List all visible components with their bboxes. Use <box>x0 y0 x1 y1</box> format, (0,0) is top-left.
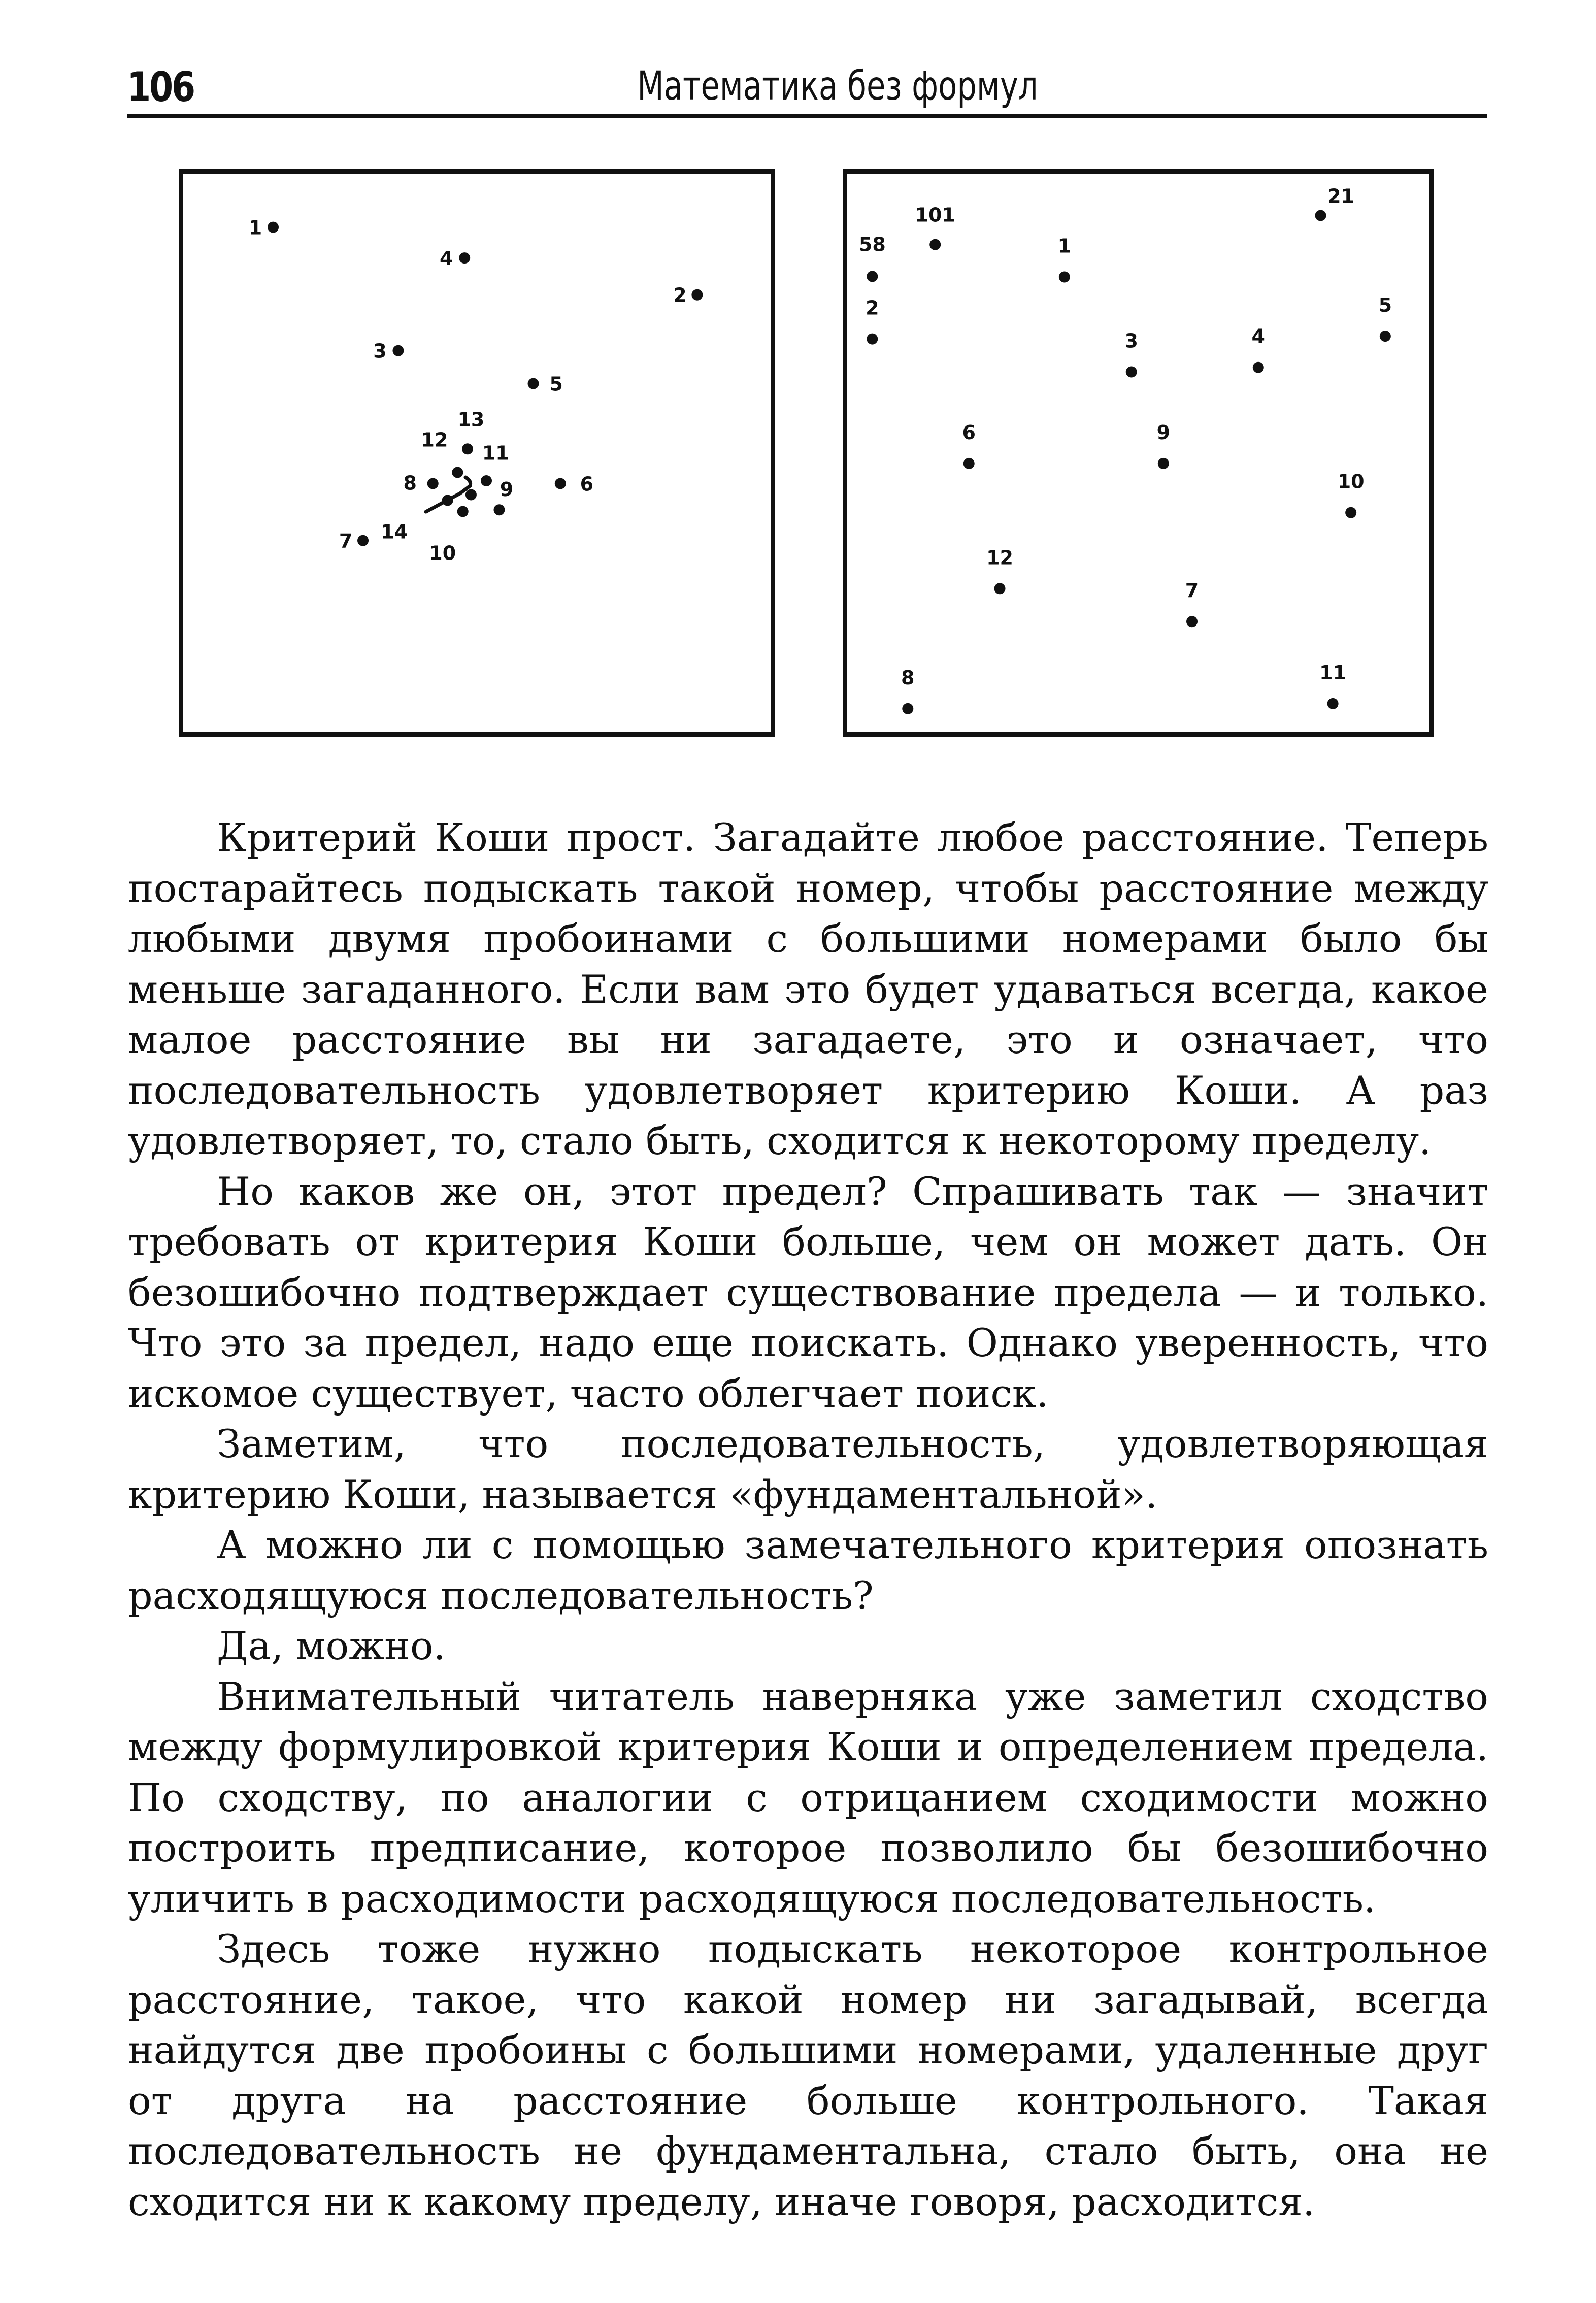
point-label: 11 <box>1319 661 1347 684</box>
hit-point <box>459 252 470 264</box>
point-label: 7 <box>1185 579 1199 602</box>
hit-point <box>1345 507 1356 518</box>
point-label: 7 <box>339 530 353 552</box>
point-label: 2 <box>673 284 687 307</box>
hit-point <box>902 703 913 714</box>
paragraph: Да, можно. <box>217 1623 446 1668</box>
point-label: 21 <box>1327 185 1354 208</box>
point-label: 3 <box>373 340 387 363</box>
hit-point <box>555 478 566 489</box>
hit-point <box>457 506 469 517</box>
hit-point <box>1186 616 1198 627</box>
point-label: 12 <box>986 546 1013 569</box>
paragraph: Внимательный читатель наверняка уже заметил сходство между формулировкой критерия Коши и определением предела. По сходству, по аналогии с отрицанием сходимости можно построить предписание, которое позволило бы безошибочно уличить в расходимости расходящуюся последовательность. <box>128 1673 1488 1921</box>
point-label: 1 <box>248 216 262 239</box>
hit-point <box>268 222 279 233</box>
figure-diverging-sequence <box>843 169 1434 737</box>
hit-point <box>1253 362 1264 373</box>
point-label: 9 <box>1156 421 1171 444</box>
diverging-points-plot <box>847 174 1429 732</box>
point-label: 4 <box>1251 325 1266 348</box>
paragraph: Заметим, что последовательность, удовлетворяющая критерию Коши, называется «фундаментальной». <box>128 1421 1488 1517</box>
point-label: 11 <box>482 442 509 465</box>
point-label: 1 <box>1057 235 1072 257</box>
point-label: 10 <box>1337 470 1365 493</box>
point-label: 5 <box>1378 294 1392 317</box>
converging-points-plot <box>183 174 771 732</box>
hit-point <box>427 478 439 489</box>
point-label: 6 <box>580 473 594 496</box>
book-title: Математика без формул <box>637 63 1038 109</box>
hit-point <box>867 334 878 345</box>
body-text <box>128 812 1488 2227</box>
hit-point <box>994 583 1006 594</box>
hit-point <box>929 239 941 250</box>
figure-converging-sequence <box>179 169 775 737</box>
hit-point <box>452 467 463 478</box>
hit-point <box>466 489 477 501</box>
hit-point <box>1158 458 1169 469</box>
hit-point <box>481 475 492 486</box>
hit-point <box>528 378 539 389</box>
paragraph: А можно ли с помощью замечательного критерия опознать расходящуюся последовательность? <box>128 1522 1488 1618</box>
point-label: 13 <box>457 408 485 431</box>
hit-point <box>1315 210 1326 221</box>
paragraph: Критерий Коши прост. Загадайте любое расстояние. Теперь постарайтесь подыскать такой номер, чтобы расстояние между любыми двумя пробоинами с большими номерами было бы меньше загаданного. Если вам это будет удаваться всегда, какое малое расстояние вы ни загадаете, это и означает, что последовательность удовлетворяет критерию Коши. А раз удовлетворяет, то, стало быть, сходится к некоторому пределу. <box>128 815 1488 1163</box>
hit-point <box>691 289 703 301</box>
point-label: 10 <box>429 542 456 565</box>
point-label: 12 <box>421 429 448 451</box>
point-label: 6 <box>962 421 976 444</box>
point-label: 14 <box>381 520 408 543</box>
hit-point <box>867 271 878 282</box>
point-label: 4 <box>439 247 453 270</box>
point-label: 2 <box>866 297 879 319</box>
hit-point <box>1380 331 1391 342</box>
hit-point <box>462 443 473 454</box>
hit-point <box>963 458 975 469</box>
hit-point <box>392 345 404 356</box>
hit-point <box>1059 272 1070 283</box>
point-label: 9 <box>500 478 514 501</box>
hit-point <box>1126 367 1137 378</box>
point-label: 58 <box>858 233 886 256</box>
hit-point <box>493 504 505 515</box>
hit-point <box>1327 698 1339 709</box>
point-label: 8 <box>403 472 417 495</box>
paragraph: Но каков же он, этот предел? Спрашивать так — значит требовать от критерия Коши больше, чем он может дать. Он безошибочно подтверждает существование предела — и только. Что это за предел, надо еще поискать. Однако уверенность, что искомое существует, часто облегчает поиск. <box>128 1168 1488 1416</box>
page-number: 106 <box>127 63 194 111</box>
point-label: 5 <box>549 373 563 396</box>
point-label: 3 <box>1124 330 1138 352</box>
paragraph: Здесь тоже нужно подыскать некоторое контрольное расстояние, такое, что какой номер ни загадывай, всегда найдутся две пробоины с большими номерами, удаленные друг от друга на расстояние больше контрольного. Такая последовательность не фундаментальна, стало быть, она не сходится ни к какому пределу, иначе говоря, расходится. <box>128 1926 1488 2224</box>
point-label: 8 <box>901 666 915 689</box>
hit-point <box>357 535 369 546</box>
point-label: 101 <box>915 204 955 226</box>
running-head <box>127 58 1487 118</box>
